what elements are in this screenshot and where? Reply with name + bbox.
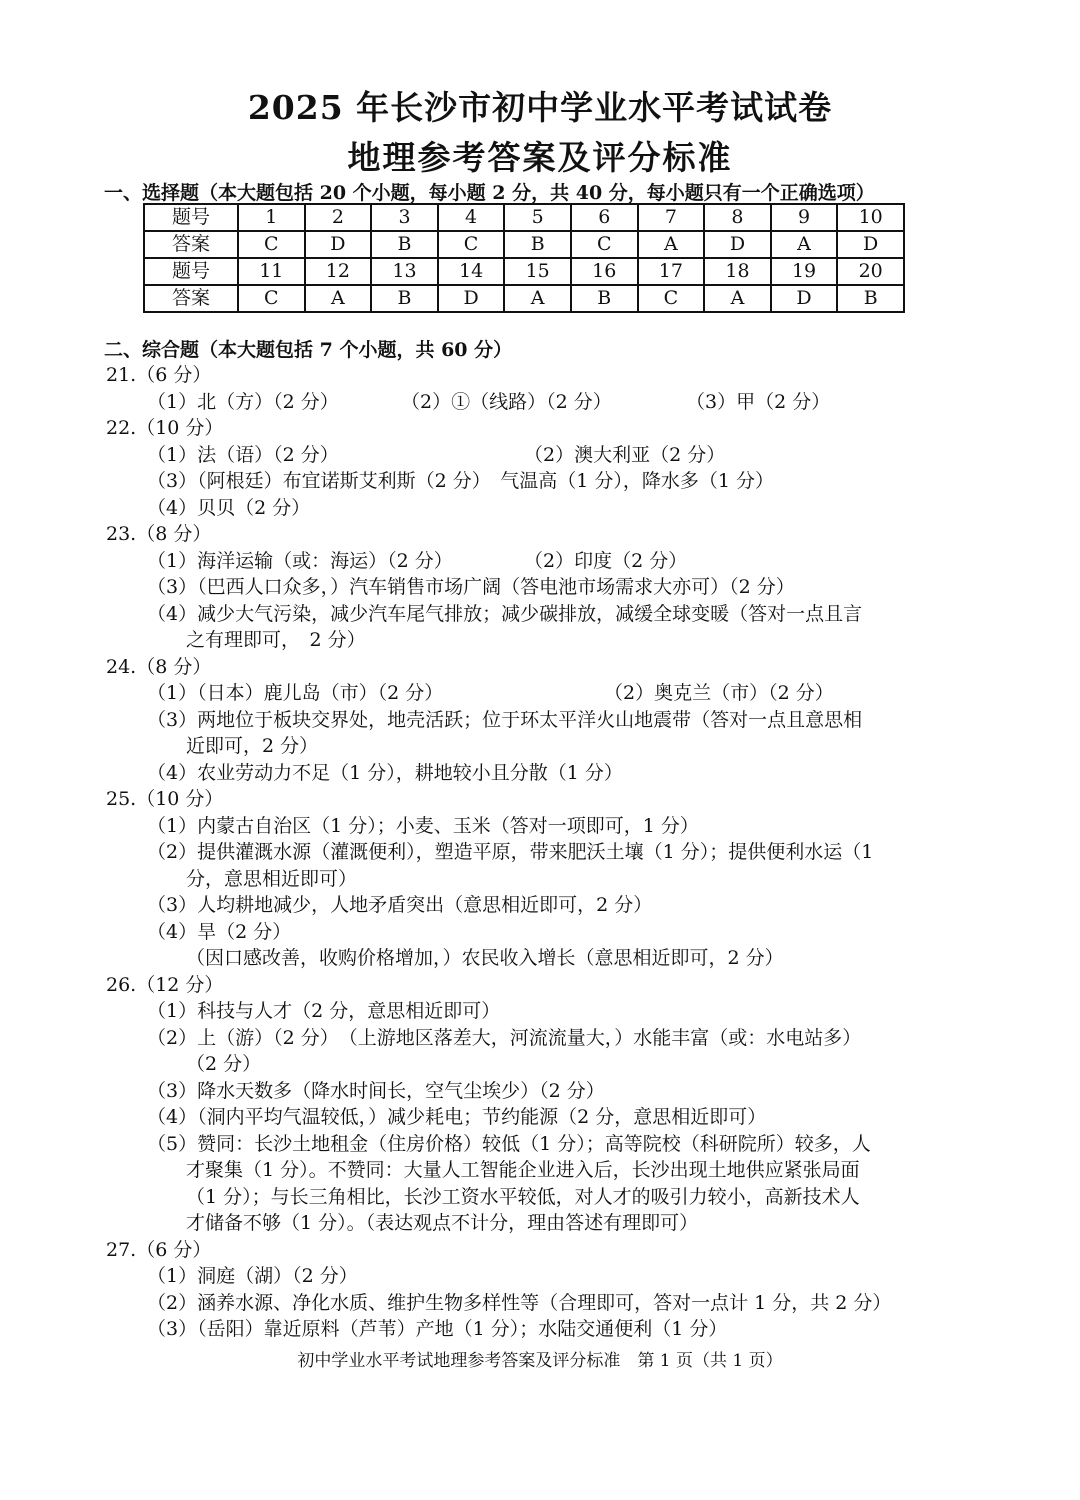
table-cell-answer: C <box>238 285 305 312</box>
answer-line: （1）洞庭（湖）（2 分） <box>147 1265 358 1287</box>
question-26-heading: 26.（12 分） <box>106 973 224 996</box>
table-cell-number: 12 <box>305 258 372 285</box>
table-cell-answer: B <box>371 285 438 312</box>
table-cell-number: 8 <box>704 204 771 231</box>
answer-line-continued: 才储备不够（1 分）。（表达观点不计分，理由答述有理即可） <box>186 1212 699 1234</box>
table-label-question-number: 题号 <box>144 258 238 285</box>
answer-line: （3）两地位于板块交界处，地壳活跃；位于环太平洋火山地震带（答对一点且意思相 <box>147 708 863 731</box>
question-23-answers <box>104 548 924 575</box>
answer-line: （4）农业劳动力不足（1 分），耕地较小且分散（1 分） <box>147 761 623 784</box>
table-cell-number: 7 <box>638 204 705 231</box>
table-cell-number: 14 <box>438 258 505 285</box>
answer-line: （2）印度（2 分） <box>524 549 688 572</box>
answer-line: （1）北（方）（2 分） <box>147 390 339 413</box>
question-25-heading: 25.（10 分） <box>106 788 224 810</box>
question-27-heading: 27.（6 分） <box>106 1238 212 1261</box>
table-cell-answer: D <box>771 285 838 312</box>
table-cell-answer: C <box>571 231 638 258</box>
table-row <box>144 231 904 258</box>
table-row <box>144 258 904 285</box>
question-23-heading: 23.（8 分） <box>106 523 212 545</box>
table-cell-answer: A <box>504 285 571 312</box>
table-cell-number: 3 <box>371 204 438 231</box>
table-cell-answer: B <box>504 231 571 258</box>
answer-line-continued: 近即可，2 分） <box>186 735 319 757</box>
answer-line-continued: 分，意思相近即可） <box>186 867 358 890</box>
question-22-answers <box>104 442 924 469</box>
multiple-choice-answer-table <box>143 203 905 313</box>
table-cell-number: 17 <box>638 258 705 285</box>
answer-line: （4）贝贝（2 分） <box>147 496 311 519</box>
table-cell-answer: B <box>571 285 638 312</box>
table-cell-number: 15 <box>504 258 571 285</box>
answer-line: （2）上（游）（2 分） （上游地区落差大，河流流量大，）水能丰富（或：水电站多） <box>147 1026 862 1049</box>
table-cell-answer: D <box>704 231 771 258</box>
document-title: 2025 年长沙市初中学业水平考试试卷 <box>247 88 833 127</box>
answer-line-continued: （2 分） <box>186 1053 262 1075</box>
table-cell-number: 2 <box>305 204 372 231</box>
question-21-answers <box>104 389 924 416</box>
table-cell-number: 20 <box>837 258 904 285</box>
table-cell-answer: A <box>638 231 705 258</box>
answer-line: （3）（巴西人口众多，）汽车销售市场广阔（答电池市场需求大亦可）（2 分） <box>147 576 795 598</box>
answer-line: （1）内蒙古自治区（1 分）；小麦、玉米（答对一项即可，1 分） <box>147 814 699 837</box>
table-cell-number: 6 <box>571 204 638 231</box>
page-footer: 初中学业水平考试地理参考答案及评分标准 第 1 页（共 1 页） <box>297 1351 783 1371</box>
question-24-heading: 24.（8 分） <box>106 655 212 678</box>
table-cell-answer: A <box>305 285 372 312</box>
table-label-answer: 答案 <box>144 231 238 258</box>
table-cell-answer: B <box>371 231 438 258</box>
table-cell-number: 18 <box>704 258 771 285</box>
answer-line: （5）赞同：长沙土地租金（住房价格）较低（1 分）；高等院校（科研院所）较多，人 <box>147 1132 871 1155</box>
table-cell-number: 1 <box>238 204 305 231</box>
answer-line: （1）法（语）（2 分） <box>147 443 339 466</box>
table-cell-number: 13 <box>371 258 438 285</box>
table-label-answer: 答案 <box>144 285 238 312</box>
answer-line: （3）（岳阳）靠近原料（芦苇）产地（1 分）；水陆交通便利（1 分） <box>147 1318 728 1340</box>
answer-line: （3）（阿根廷）布宜诺斯艾利斯（2 分） 气温高（1 分），降水多（1 分） <box>147 470 774 492</box>
section1-heading: 一、选择题（本大题包括 20 个小题，每小题 2 分，共 40 分，每小题只有一个正确选项） <box>104 182 875 204</box>
question-21-heading: 21.（6 分） <box>106 364 212 386</box>
answer-line: （2）澳大利亚（2 分） <box>524 443 726 466</box>
table-label-question-number: 题号 <box>144 204 238 231</box>
table-row <box>144 204 904 231</box>
table-cell-answer: C <box>238 231 305 258</box>
table-cell-number: 11 <box>238 258 305 285</box>
table-cell-answer: C <box>638 285 705 312</box>
table-cell-number: 9 <box>771 204 838 231</box>
section2-heading: 二、综合题（本大题包括 7 个小题，共 60 分） <box>104 339 513 361</box>
answer-line: （1）（日本）鹿儿岛（市）（2 分） <box>147 682 444 704</box>
answer-line: （3）人均耕地减少，人地矛盾突出（意思相近即可，2 分） <box>147 894 653 916</box>
table-cell-answer: D <box>837 231 904 258</box>
table-row <box>144 285 904 312</box>
answer-line-continued: （因口感改善，收购价格增加，）农民收入增长（意思相近即可，2 分） <box>186 947 784 969</box>
table-cell-answer: C <box>438 231 505 258</box>
answer-line: （4）（洞内平均气温较低，）减少耗电；节约能源（2 分，意思相近即可） <box>147 1106 767 1128</box>
table-cell-number: 16 <box>571 258 638 285</box>
answer-line: （3）降水天数多（降水时间长，空气尘埃少）（2 分） <box>147 1079 605 1102</box>
table-cell-number: 19 <box>771 258 838 285</box>
document-subtitle: 地理参考答案及评分标准 <box>347 138 733 177</box>
table-cell-answer: A <box>771 231 838 258</box>
question-24-answers <box>104 680 924 707</box>
answer-line: （4）减少大气污染，减少汽车尾气排放；减少碳排放，减缓全球变暖（答对一点且言 <box>147 602 863 625</box>
answer-line-continued: 才聚集（1 分）。不赞同：大量人工智能企业进入后，长沙出现土地供应紧张局面 <box>186 1159 860 1181</box>
question-22-heading: 22.（10 分） <box>106 417 224 439</box>
answer-line: （2）提供灌溉水源（灌溉便利），塑造平原，带来肥沃土壤（1 分）；提供便利水运（1 <box>147 841 874 863</box>
table-cell-number: 4 <box>438 204 505 231</box>
answer-line: （2）奥克兰（市）（2 分） <box>604 682 834 704</box>
answer-line: （1）科技与人才（2 分，意思相近即可） <box>147 1000 501 1022</box>
answer-line: （2）涵养水源、净化水质、维护生物多样性等（合理即可，答对一点计 1 分，共 2 分） <box>147 1291 892 1314</box>
table-cell-number: 10 <box>837 204 904 231</box>
answer-line-continued: 之有理即可， 2 分） <box>186 629 366 651</box>
table-cell-number: 5 <box>504 204 571 231</box>
table-cell-answer: D <box>438 285 505 312</box>
answer-line: （4）旱（2 分） <box>147 920 292 943</box>
answer-line: （2）①（线路）（2 分） <box>401 390 612 413</box>
table-cell-answer: B <box>837 285 904 312</box>
section2-answers <box>104 362 924 1343</box>
answer-line: （1）海洋运输（或：海运）（2 分） <box>147 549 453 572</box>
table-cell-answer: A <box>704 285 771 312</box>
answer-line-continued: （1 分）；与长三角相比，长沙工资水平较低，对人才的吸引力较小，高新技术人 <box>186 1185 860 1208</box>
table-cell-answer: D <box>305 231 372 258</box>
answer-line: （3）甲（2 分） <box>686 390 831 413</box>
